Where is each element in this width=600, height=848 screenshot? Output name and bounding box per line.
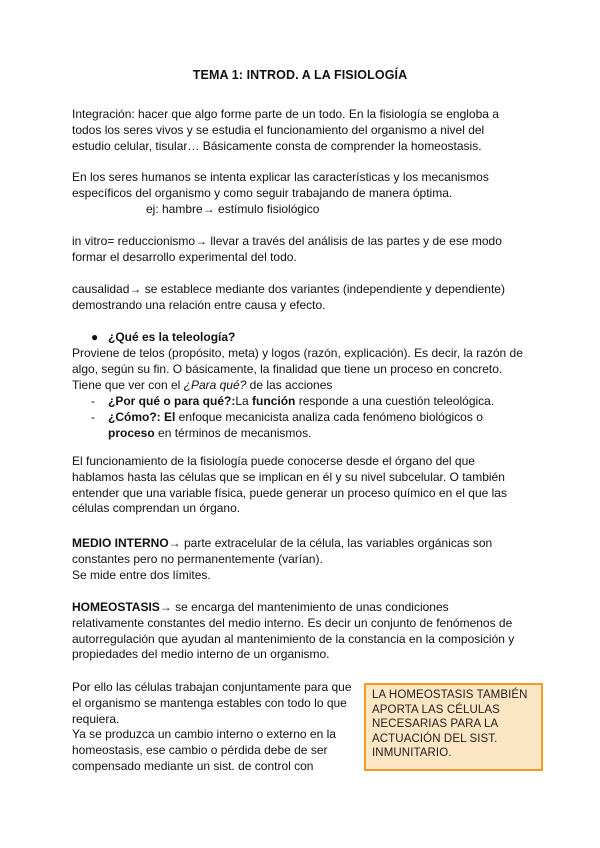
text-line: requiera.: [72, 711, 120, 726]
paragraph-humanos: [72, 170, 532, 217]
example-line: ej: hambre→ estímulo fisiológico: [146, 201, 320, 216]
text-line: causalidad→ se establece mediante dos variantes (independiente y dependiente): [72, 282, 505, 296]
text-line: células comprendan un órgano.: [72, 501, 241, 516]
text-line: HOMEOSTASIS→ se encarga del mantenimiento de unas condiciones: [72, 600, 449, 614]
document-page: TEMA 1: INTROD. A LA FISIOLOGÍA Integración: hacer que algo forme parte de un todo. En la fisiología se engloba a todos los seres vivos y se estudia el funcionamiento del organismo a nivel del estudio celular, tisular… Básicamente consta de comprender la homeostasis. En los seres humanos se intenta explicar las características y los mecanismos específicos del organismo y como seguir trabajando de manera óptima. ej: hambre→ estímulo fisiológico in vitro= reduccionismo→ llevar a través del análisis de las partes y de ese modo formar el desarrollo experimental del todo. causalidad→ se establece mediante dos variantes (independiente y dependiente) demostrando una relación entre causa y efecto. ● ¿Qué es la teleología? Proviene de telos (propósito, meta) y logos (razón, explicación). Es decir, la razón de algo, según su fin. O básicamente, la finalidad que tiene un proceso en concreto. Tiene que ver con el ¿Para qué? de las acciones - ¿Por qué o para qué?:La función responde a una cuestión teleológica. - ¿Cómo?: El enfoque mecanicista analiza cada fenómeno biológicos o proceso en términos de mecanismos. El funcionamiento de la fisiología puede conocerse desde el órgano del que hablamos hasta las células que se implican en él y su nivel subcelular. O también entender que una variable física, puede generar un proceso químico en el que las células comprendan un órgano. MEDIO INTERNO→ parte extracelular de la célula, las variables orgánicas son constantes pero no permanentemente (varían). Se mide entre dos límites. HOMEOSTASIS→ se encarga del mantenimiento de unas condiciones relativamente constantes del medio interno. Es decir un conjunto de fenómenos de autorregulación que ayudan al mantenimiento de la constancia en la composición y propiedades del medio interno de un organismo. Por ello las células trabajan conjuntamente para que el organismo se mantenga estables con todo lo que requiera. Ya se produzca un cambio interno o externo en la homeostasis, ese cambio o pérdida debe de ser compensado mediante un sist. de control con LA HOMEOSTASIS TAMBIÉN APORTA LAS CÉLULAS NECESARIAS PARA LA ACTUACIÓN DEL SIST. INMUNITARIO.: [0, 0, 600, 848]
teleologia-heading-text: ¿Qué es la teleología?: [108, 330, 236, 344]
term-medio-interno: MEDIO INTERNO: [72, 536, 169, 550]
text-line: todos los seres vivos y se estudia el funcionamiento del organismo a nivel del: [72, 122, 485, 137]
homeostasis-callout-box: LA HOMEOSTASIS TAMBIÉN APORTA LAS CÉLULAS NECESARIAS PARA LA ACTUACIÓN DEL SIST. INMUNITARIO.: [364, 683, 543, 771]
text-line: En los seres humanos se intenta explicar las características y los mecanismos: [72, 170, 489, 184]
text-line: homeostasis, ese cambio o pérdida debe de ser: [72, 743, 328, 758]
text-line: Ya se produzca un cambio interno o externo en la: [72, 727, 336, 742]
text-line: el organismo se mantenga estables con todo lo que: [72, 695, 347, 710]
text-line: hablamos hasta las células que se implican en él y su nivel subcelular. O también: [72, 469, 505, 484]
text-line: estudio celular, tisular… Básicamente consta de comprender la homeostasis.: [72, 138, 482, 153]
text-line: entender que una variable física, puede generar un proceso químico en el que las: [72, 485, 507, 500]
dash-marker: -: [91, 410, 95, 424]
para-que-italic: ¿Para qué?: [183, 377, 247, 392]
text-line: El funcionamiento de la fisiología puede conocerse desde el órgano del que: [72, 454, 475, 468]
text-line: constantes pero no permanentemente (varían).: [72, 551, 323, 566]
text-line: Integración: hacer que algo forme parte de un todo. En la fisiología se engloba a: [72, 107, 499, 121]
text-line: Tiene que ver con el ¿Para qué? de las acciones: [72, 377, 333, 392]
paragraph-integracion: [72, 107, 532, 154]
text-line: in vitro= reduccionismo→ llevar a través del análisis de las partes y de ese modo: [72, 234, 502, 248]
text-line: demostrando una relación entre causa y efecto.: [72, 297, 326, 312]
text-line: relativamente constantes del medio interno. Es decir un conjunto de fenómenos de: [72, 615, 513, 630]
text-line: Se mide entre dos límites.: [72, 567, 211, 582]
paragraph-teleologia: [72, 346, 532, 393]
bullet-icon: ●: [91, 330, 99, 344]
text-line: Por ello las células trabajan conjuntamente para que: [72, 680, 352, 694]
paragraph-causalidad: [72, 282, 532, 314]
text-line: formar el desarrollo experimental del todo.: [72, 249, 297, 264]
paragraph-funcionamiento: [72, 454, 532, 517]
paragraph-homeostasis: [72, 600, 532, 663]
paragraph-invitro: [72, 234, 532, 266]
text-line: propiedades del medio interno de un organismo.: [72, 647, 330, 662]
text-line: específicos del organismo y como seguir trabajando de manera óptima.: [72, 185, 453, 200]
dash-marker: -: [91, 394, 95, 408]
term-homeostasis: HOMEOSTASIS: [72, 600, 160, 614]
teleologia-heading: [91, 330, 531, 346]
text-line: MEDIO INTERNO→ parte extracelular de la célula, las variables orgánicas son: [72, 536, 493, 550]
text-line: compensado mediante un sist. de control con: [72, 758, 314, 773]
paragraph-medio-interno: [72, 536, 532, 583]
text-line: Proviene de telos (propósito, meta) y logos (razón, explicación). Es decir, la razón de: [72, 346, 523, 360]
text-line: algo, según su fin. O básicamente, la finalidad que tiene un proceso en concreto.: [72, 361, 503, 376]
paragraph-celulas: [72, 680, 362, 775]
text-line: autorregulación que ayudan al mantenimiento de la constancia en la composición y: [72, 631, 515, 646]
page-title: TEMA 1: INTROD. A LA FISIOLOGÍA: [192, 68, 408, 82]
